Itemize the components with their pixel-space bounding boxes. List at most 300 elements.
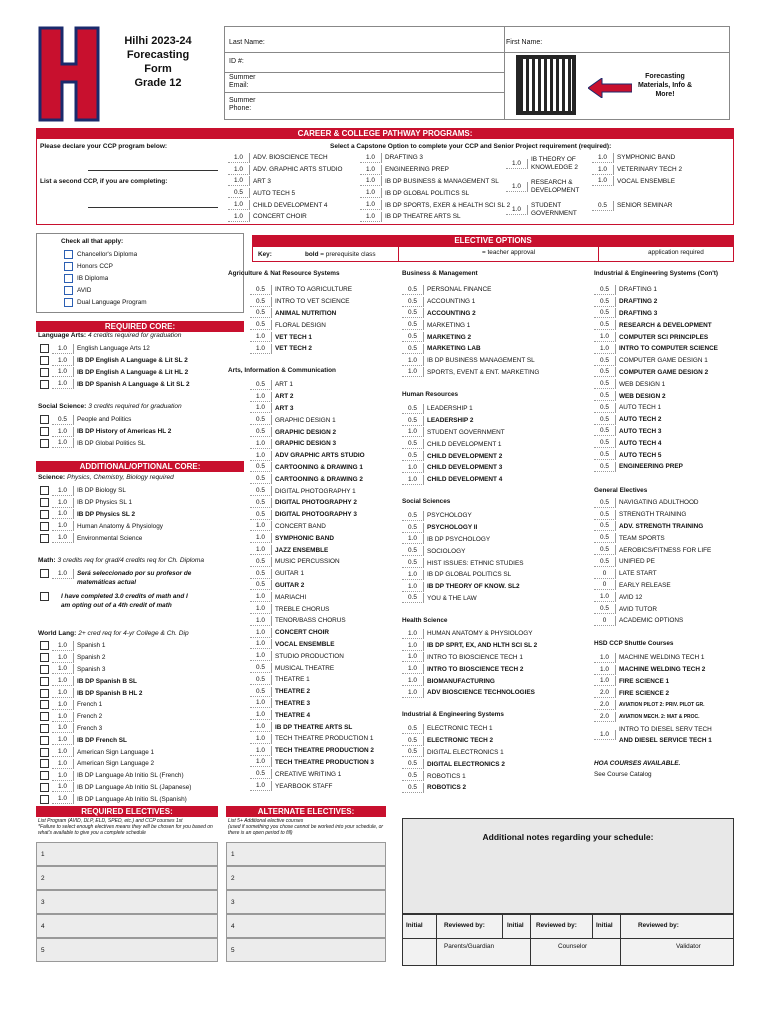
required-elective-slot[interactable] <box>36 890 218 914</box>
elective-row[interactable] <box>402 723 592 735</box>
elective-row[interactable] <box>250 343 395 355</box>
course-name: THEATRE 3 <box>275 699 311 707</box>
credit-value: 1.0 <box>506 205 528 215</box>
elective-row[interactable] <box>402 569 592 581</box>
elective-row[interactable] <box>402 581 592 593</box>
alternate-elective-slot[interactable] <box>226 890 386 914</box>
elective-row[interactable] <box>250 709 395 721</box>
course-name: ADV BIOSCIENCE TECHNOLOGIES <box>427 689 535 697</box>
checkbox[interactable] <box>40 522 49 531</box>
world-language-row[interactable] <box>40 664 245 676</box>
elective-row[interactable] <box>594 699 734 711</box>
credit-value: 0.5 <box>402 344 424 354</box>
elective-row[interactable] <box>250 615 395 627</box>
course-name: PERSONAL FINANCE <box>427 286 492 294</box>
course-name: FIRE SCIENCE 2 <box>619 689 670 697</box>
capstone-option[interactable] <box>592 176 722 188</box>
capstone-option[interactable] <box>506 202 577 218</box>
world-language-row[interactable] <box>40 675 245 687</box>
math-row[interactable]: 1.0 Será seleccionado por su profesor de matemáticas actual <box>40 569 191 587</box>
credit-value: 1.0 <box>228 176 250 186</box>
elective-row[interactable] <box>402 747 592 759</box>
world-language-row[interactable] <box>40 711 245 723</box>
alternate-elective-slot[interactable] <box>226 842 386 866</box>
checkbox[interactable] <box>64 250 73 259</box>
ccp-declare-line[interactable] <box>88 170 218 171</box>
elective-row[interactable] <box>250 674 395 686</box>
checkbox[interactable] <box>40 712 49 721</box>
checkbox[interactable] <box>40 748 49 757</box>
reviewed-2[interactable]: Reviewed by: <box>536 922 577 929</box>
capstone-option[interactable] <box>228 152 353 164</box>
capstone-option[interactable] <box>228 176 353 188</box>
required-elective-slot[interactable] <box>36 866 218 890</box>
checkbox[interactable] <box>40 415 49 424</box>
alternate-elective-slot[interactable] <box>226 938 386 962</box>
elective-row[interactable] <box>402 403 592 415</box>
course-name: ART 2 <box>275 393 294 401</box>
elective-row[interactable] <box>594 296 734 308</box>
world-language-row[interactable] <box>40 640 245 652</box>
check-item[interactable] <box>64 284 91 296</box>
social-science-row[interactable] <box>40 438 245 450</box>
required-elective-slot[interactable] <box>36 938 218 962</box>
checkbox[interactable] <box>40 759 49 768</box>
key-bold: bold = prerequisite class <box>305 251 376 258</box>
initial-1[interactable]: Initial <box>406 922 423 929</box>
elective-row[interactable] <box>250 296 395 308</box>
checkbox[interactable] <box>40 653 49 662</box>
checkbox[interactable] <box>40 689 49 698</box>
checkbox[interactable] <box>64 262 73 271</box>
elective-row[interactable] <box>402 284 592 296</box>
elective-row[interactable] <box>250 591 395 603</box>
elective-row[interactable] <box>250 568 395 580</box>
elective-row[interactable] <box>402 296 592 308</box>
qr-code[interactable] <box>516 55 576 115</box>
capstone-option[interactable] <box>228 187 353 199</box>
elective-row[interactable] <box>402 415 592 427</box>
capstone-option[interactable] <box>228 164 353 176</box>
course-name: ADV. GRAPHIC ARTS STUDIO <box>253 166 343 174</box>
elective-row[interactable] <box>402 735 592 747</box>
checkbox[interactable] <box>40 356 49 365</box>
science-row[interactable] <box>40 485 245 497</box>
credit-value: 0.5 <box>250 415 272 425</box>
checkbox[interactable] <box>40 700 49 709</box>
math-optout-row[interactable]: I have completed 3.0 credits of math and I am opting out of a 4th credit of math <box>40 592 188 610</box>
elective-row[interactable] <box>250 768 395 780</box>
ccp-second-label: List a second CCP, if you are completing: <box>40 178 168 185</box>
ccp-second-line[interactable] <box>88 207 218 208</box>
capstone-option[interactable] <box>360 152 510 164</box>
elective-row[interactable] <box>402 640 592 652</box>
checkbox[interactable] <box>40 510 49 519</box>
credit-value: 1.0 <box>52 747 74 757</box>
checkbox[interactable] <box>64 274 73 283</box>
course-name: CHILD DEVELOPMENT 4 <box>253 201 328 209</box>
elective-row[interactable] <box>594 724 712 746</box>
elective-row[interactable] <box>402 319 592 331</box>
world-language-row[interactable] <box>40 699 245 711</box>
elective-row[interactable] <box>250 745 395 757</box>
capstone-option[interactable] <box>360 164 510 176</box>
elective-row[interactable] <box>250 544 395 556</box>
elective-row[interactable] <box>402 343 592 355</box>
elective-row[interactable] <box>402 652 592 664</box>
checkbox[interactable] <box>40 380 49 389</box>
elective-row[interactable] <box>594 556 734 568</box>
course-name: ACADEMIC OPTIONS <box>619 617 684 625</box>
credit-value: 1.0 <box>250 344 272 354</box>
course-name: ELECTRONIC TECH 1 <box>427 725 493 733</box>
elective-row[interactable] <box>250 757 395 769</box>
elective-row[interactable] <box>250 532 395 544</box>
initial-3[interactable]: Initial <box>596 922 613 929</box>
capstone-option[interactable] <box>360 176 510 188</box>
course-name: IB DP THEORY OF KNOW. SL2 <box>427 583 520 591</box>
elective-row[interactable] <box>594 591 734 603</box>
capstone-option[interactable] <box>228 211 353 223</box>
elective-row[interactable] <box>594 284 734 296</box>
elective-row[interactable] <box>594 687 734 699</box>
elective-row[interactable] <box>594 449 734 461</box>
elective-row[interactable] <box>594 402 734 414</box>
credit-value: 0 <box>594 569 616 579</box>
science-row[interactable] <box>40 532 245 544</box>
elective-row[interactable] <box>594 603 734 615</box>
elective-row[interactable] <box>594 308 734 320</box>
ccp-banner: CAREER & COLLEGE PATHWAY PROGRAMS: <box>36 128 734 139</box>
elective-row[interactable] <box>250 284 395 296</box>
elective-row[interactable] <box>250 497 395 509</box>
elective-row[interactable] <box>250 662 395 674</box>
course-name: MACHINE WELDING TECH 1 <box>619 654 705 662</box>
checkbox[interactable] <box>40 724 49 733</box>
health-science-heading: Health Science <box>402 617 448 624</box>
elective-row[interactable] <box>402 782 592 794</box>
elective-row[interactable] <box>250 580 395 592</box>
course-name: GRAPHIC DESIGN 2 <box>275 428 337 436</box>
elective-row[interactable] <box>250 627 395 639</box>
elective-row[interactable] <box>594 378 734 390</box>
elective-row[interactable] <box>594 367 734 379</box>
elective-row[interactable] <box>402 675 592 687</box>
elective-row[interactable] <box>402 663 592 675</box>
language-arts-row[interactable] <box>40 367 245 379</box>
row-number: 2 <box>231 875 235 882</box>
course-name: IB DP PSYCHOLOGY <box>427 535 491 543</box>
elective-row[interactable] <box>594 355 734 367</box>
credit-value: 1.0 <box>506 182 528 192</box>
check-label: Chancellor's Diploma <box>77 251 138 259</box>
elective-row[interactable] <box>402 438 592 450</box>
elective-row[interactable] <box>250 379 395 391</box>
credit-value: 0.5 <box>594 403 616 413</box>
alternate-elective-slot[interactable] <box>226 866 386 890</box>
elective-row[interactable] <box>402 758 592 770</box>
checkbox[interactable] <box>40 641 49 650</box>
alternate-elective-slot[interactable] <box>226 914 386 938</box>
credit-value: 0.5 <box>250 474 272 484</box>
summer-email-field[interactable]: Summer Email: <box>229 74 256 89</box>
course-name: AUTO TECH 1 <box>619 404 662 412</box>
elective-row[interactable] <box>594 414 734 426</box>
course-name: IB DP English A Language & Lit SL 2 <box>77 357 188 365</box>
elective-row[interactable] <box>402 522 592 534</box>
language-arts-row[interactable] <box>40 378 245 390</box>
course-name: SPORTS, EVENT & ENT. MARKETING <box>427 368 540 376</box>
row-number: 3 <box>41 899 45 906</box>
reviewed-1[interactable]: Reviewed by: <box>444 922 485 929</box>
credit-value: 0.5 <box>594 545 616 555</box>
checkbox[interactable] <box>40 427 49 436</box>
elective-row[interactable] <box>402 770 592 782</box>
checkbox[interactable] <box>40 498 49 507</box>
language-arts-row[interactable] <box>40 343 245 355</box>
credit-value: 1.0 <box>52 782 74 792</box>
elective-row[interactable] <box>402 355 592 367</box>
elective-row[interactable] <box>594 615 734 627</box>
required-elective-slot[interactable] <box>36 914 218 938</box>
checkbox[interactable] <box>40 771 49 780</box>
elective-row[interactable] <box>402 534 592 546</box>
elective-row[interactable] <box>250 603 395 615</box>
capstone-instruction: Select a Capstone Option to complete your CCP and Senior Project requirement (required): <box>330 143 612 150</box>
checkbox[interactable] <box>40 783 49 792</box>
course-name: MACHINE WELDING TECH 2 <box>619 666 706 674</box>
elective-row[interactable] <box>594 544 734 556</box>
checkbox[interactable] <box>40 534 49 543</box>
elective-row[interactable] <box>594 319 734 331</box>
language-arts-row[interactable] <box>40 355 245 367</box>
required-elective-slot[interactable] <box>36 842 218 866</box>
world-language-row[interactable] <box>40 782 245 794</box>
credit-value: 0.5 <box>402 297 424 307</box>
elective-row[interactable] <box>594 497 734 509</box>
science-row[interactable] <box>40 520 245 532</box>
elective-row[interactable] <box>250 650 395 662</box>
course-name: CONCERT BAND <box>275 522 326 530</box>
last-name-field[interactable]: Last Name: <box>229 39 265 46</box>
elective-row[interactable] <box>594 343 734 355</box>
credit-value: 1.0 <box>594 592 616 602</box>
elective-row[interactable] <box>250 509 395 521</box>
course-name: IB DP GLOBAL POLITICS SL <box>427 571 512 579</box>
elective-row[interactable] <box>402 557 592 569</box>
elective-row[interactable] <box>250 450 395 462</box>
world-language-row[interactable] <box>40 793 245 805</box>
elective-row[interactable] <box>250 403 395 415</box>
capstone-option[interactable] <box>592 164 722 176</box>
science-row[interactable] <box>40 509 245 521</box>
course-name: IB DP Physics SL 2 <box>77 510 136 518</box>
capstone-option[interactable] <box>592 152 722 164</box>
elective-row[interactable] <box>250 462 395 474</box>
elective-row[interactable] <box>250 521 395 533</box>
credit-value: 1.0 <box>52 521 74 531</box>
credit-value: 1.0 <box>402 463 424 473</box>
checkbox[interactable] <box>40 736 49 745</box>
elective-row[interactable] <box>594 676 734 688</box>
elective-row[interactable] <box>250 556 395 568</box>
course-name: TECH THEATRE PRODUCTION 1 <box>275 735 374 743</box>
elective-row[interactable] <box>594 437 734 449</box>
capstone-option[interactable] <box>506 156 578 172</box>
elective-row[interactable] <box>594 331 734 343</box>
checkbox[interactable] <box>40 368 49 377</box>
world-language-row[interactable] <box>40 723 245 735</box>
world-language-row[interactable] <box>40 652 245 664</box>
elective-row[interactable] <box>594 532 734 544</box>
credit-value: 2.0 <box>594 712 616 722</box>
credit-value: 1.0 <box>250 746 272 756</box>
checkbox[interactable] <box>40 344 49 353</box>
course-name: UNIFIED PE <box>619 558 655 566</box>
elective-row[interactable] <box>250 485 395 497</box>
elective-row[interactable] <box>402 593 592 605</box>
elective-row[interactable] <box>250 391 395 403</box>
credit-value: 1.0 <box>228 165 250 175</box>
elective-row[interactable] <box>402 462 592 474</box>
elective-row[interactable] <box>402 427 592 439</box>
elective-row[interactable] <box>402 510 592 522</box>
course-name: ART 3 <box>253 177 271 185</box>
course-name: ENGINEERING PREP <box>385 166 449 174</box>
social-science-row[interactable] <box>40 414 245 426</box>
row-number: 5 <box>231 947 235 954</box>
elective-row[interactable] <box>594 568 734 580</box>
checkbox[interactable] <box>64 298 73 307</box>
elective-row[interactable] <box>594 426 734 438</box>
course-name: IB DP Spanish B HL 2 <box>77 689 143 697</box>
world-language-row[interactable] <box>40 734 245 746</box>
credit-value: 0.5 <box>402 736 424 746</box>
capstone-option[interactable] <box>592 200 722 212</box>
course-name: IB THEORY OF KNOWLEDGE 2 <box>531 156 578 171</box>
elective-row[interactable] <box>250 319 395 331</box>
elective-row[interactable] <box>250 733 395 745</box>
check-item[interactable] <box>64 273 108 285</box>
elective-row[interactable] <box>250 308 395 320</box>
check-all-title: Check all that apply: <box>61 238 124 245</box>
elective-row[interactable] <box>594 521 734 533</box>
capstone-option[interactable] <box>360 199 510 211</box>
credit-value: 1.0 <box>52 486 74 496</box>
elective-row[interactable] <box>402 545 592 557</box>
elective-row[interactable] <box>402 628 592 640</box>
world-language-row[interactable] <box>40 758 245 770</box>
checkbox[interactable] <box>40 677 49 686</box>
capstone-option[interactable] <box>506 179 579 195</box>
reviewed-3[interactable]: Reviewed by: <box>638 922 679 929</box>
social-science-row[interactable] <box>40 426 245 438</box>
elective-row[interactable] <box>402 331 592 343</box>
credit-value: 1.0 <box>402 652 424 662</box>
first-name-field[interactable]: First Name: <box>506 39 543 46</box>
credit-value: 1.0 <box>402 688 424 698</box>
credit-value: 1.0 <box>360 165 382 175</box>
course-name: IB DP THEATRE ARTS SL <box>385 213 461 221</box>
summer-phone-field[interactable]: Summer Phone: <box>229 97 256 112</box>
checkbox[interactable] <box>40 439 49 448</box>
capstone-option[interactable] <box>228 199 353 211</box>
capstone-option[interactable] <box>360 211 510 223</box>
world-language-row[interactable] <box>40 770 245 782</box>
course-name: SENIOR SEMINAR <box>617 202 673 210</box>
elective-row[interactable] <box>594 711 734 723</box>
required-core-banner: REQUIRED CORE: <box>36 321 244 332</box>
elective-row[interactable] <box>250 473 395 485</box>
check-item[interactable] <box>64 261 113 273</box>
elective-row[interactable] <box>250 414 395 426</box>
course-name: IB DP BUSINESS & MANAGEMENT SL <box>385 177 499 185</box>
course-name: INTRO TO BIOSCIENCE TECH 2 <box>427 665 524 673</box>
elective-row[interactable] <box>402 367 592 379</box>
elective-row[interactable] <box>594 664 734 676</box>
course-name: CHILD DEVELOPMENT 1 <box>427 440 502 448</box>
checkbox[interactable] <box>40 795 49 804</box>
elective-row[interactable] <box>402 687 592 699</box>
validator-label: Validator <box>676 943 701 950</box>
elective-row[interactable] <box>402 450 592 462</box>
notes-title: Additional notes regarding your schedule: <box>482 832 654 842</box>
credit-value: 0.5 <box>250 285 272 295</box>
course-name: MARKETING LAB <box>427 345 481 353</box>
elective-row[interactable] <box>594 461 734 473</box>
elective-row[interactable] <box>594 509 734 521</box>
course-name: IB DP Biology SL <box>77 487 126 495</box>
id-field[interactable]: ID #: <box>229 58 244 65</box>
credit-value: 0.5 <box>52 415 74 425</box>
capstone-option[interactable] <box>360 187 510 199</box>
elective-row[interactable] <box>250 698 395 710</box>
credit-value: 0.5 <box>594 462 616 472</box>
credit-value: 1.0 <box>402 629 424 639</box>
check-item[interactable] <box>64 296 147 308</box>
course-name: IB DP Spanish A Language & Lit SL 2 <box>77 380 190 388</box>
elective-row[interactable] <box>250 721 395 733</box>
credit-value: 1.0 <box>250 545 272 555</box>
world-language-row[interactable] <box>40 746 245 758</box>
checkbox[interactable] <box>40 486 49 495</box>
course-name: ART 3 <box>275 404 294 412</box>
elective-row[interactable] <box>594 652 734 664</box>
course-name: IB DP French SL <box>77 736 127 744</box>
credit-value: 1.0 <box>250 651 272 661</box>
science-row[interactable] <box>40 497 245 509</box>
checkbox[interactable] <box>64 286 73 295</box>
credit-value: 0.5 <box>402 285 424 295</box>
elective-row[interactable] <box>250 438 395 450</box>
elective-row[interactable] <box>250 780 395 792</box>
checkbox[interactable] <box>40 665 49 674</box>
elective-row[interactable] <box>250 426 395 438</box>
elective-row[interactable] <box>594 580 734 592</box>
course-name: IB DP Physics SL 1 <box>77 499 133 507</box>
course-name: IB DP Language Ab Initio SL (French) <box>77 772 184 780</box>
world-language-row[interactable] <box>40 687 245 699</box>
elective-row[interactable] <box>594 390 734 402</box>
elective-row[interactable] <box>250 686 395 698</box>
elective-row[interactable] <box>250 331 395 343</box>
ss-heading: Social Science: 3 credits required for graduation <box>38 403 182 410</box>
elective-row[interactable] <box>402 308 592 320</box>
elective-row[interactable] <box>250 639 395 651</box>
elective-row[interactable] <box>402 474 592 486</box>
initial-2[interactable]: Initial <box>507 922 524 929</box>
check-item[interactable] <box>64 249 137 261</box>
